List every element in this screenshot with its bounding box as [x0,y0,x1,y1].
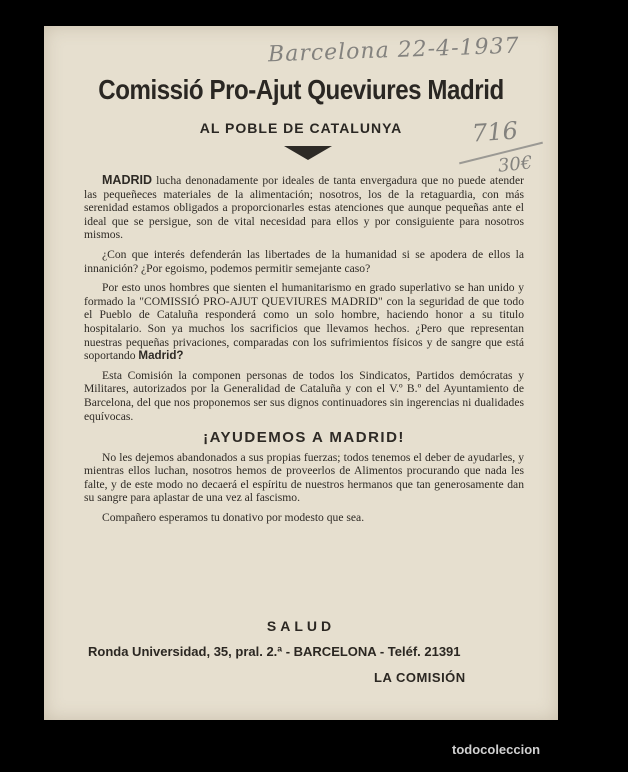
body-text [84,174,524,525]
lead-word: MADRID [102,173,152,187]
handwritten-number: 716 [471,116,519,148]
paragraph-1-text: lucha denonadamente por ideales de tanta envergadura que no puede atender las pequeñeces materiales de la alimentación; nosotros, los de la retaguardia, con más serenidad estamos obligados a proporcionarles estas atenciones que aunque pequeñas ante el ideal que se persigue, son de vital necesidad para ellos y por consiguiente para nosotros mismos. [84,174,524,242]
paragraph-1 [84,174,524,242]
down-arrow-icon [284,146,332,160]
page-title: Comissió Pro-Ajut Queviures Madrid [98,74,504,105]
salud-heading: SALUD [266,618,336,634]
paragraph-3-bold: Madrid? [138,349,184,363]
address-line: Ronda Universidad, 35, pral. 2.ª - BARCELONA - Teléf. 21391 [88,644,461,659]
signature: LA COMISIÓN [374,670,466,685]
paragraph-3 [84,281,524,363]
paragraph-3-text: Por esto unos hombres que sienten el humanitarismo en grado superlativo se han unido y formado la "COMISSIÓ PRO-AJUT QUEVIURES MADRID" con la seguridad de que todo el Pueblo de Cataluña responderá como un solo hombre, haciendo honor a su titulo hospitalario. Son ya muchos los sacrificios que llevamos hechos. ¿Pero que representan nuestras pequeñas privaciones, comparadas con los sufrimientos físicos y de sangre que está soportando [84,281,524,363]
handwritten-price: 30€ [496,152,534,177]
paragraph-5: No les dejemos abandonados a sus propias fuerzas; todos tenemos el deber de ayudarles, y mientras ellos luchan, nosotros hemos de proveerlos de Alimentos procurando que nada les falte, y de este modo no decaerá el espíritu de nuestros hermanos que tan generosamente dan su sangre para aplastar de una vez al fascismo. [84,450,524,505]
paragraph-4: Esta Comisión la componen personas de todos los Sindicatos, Partidos demócratas y Militares, autorizados por la Generalidad de Cataluña y con el V.º B.º del Ayuntamiento de Barcelona, del que nos proponemos ser sus dignos continuadores sin ingerencias ni dualidades equívocas. [84,368,524,423]
paragraph-2: ¿Con que interés defenderán las libertades de la humanidad si se apodera de ellos la innanición? ¿Por egoismo, podemos permitir semejante caso? [84,247,524,275]
slogan-heading: ¡AYUDEMOS A MADRID! [203,429,405,447]
pamphlet-page [44,26,558,720]
page-subtitle: AL POBLE DE CATALUNYA [199,120,403,136]
handwritten-date: Barcelona 22-4-1937 [267,33,520,68]
watermark: todocoleccion [452,742,541,757]
paragraph-6: Compañero esperamos tu donativo por modesto que sea. [102,511,365,525]
